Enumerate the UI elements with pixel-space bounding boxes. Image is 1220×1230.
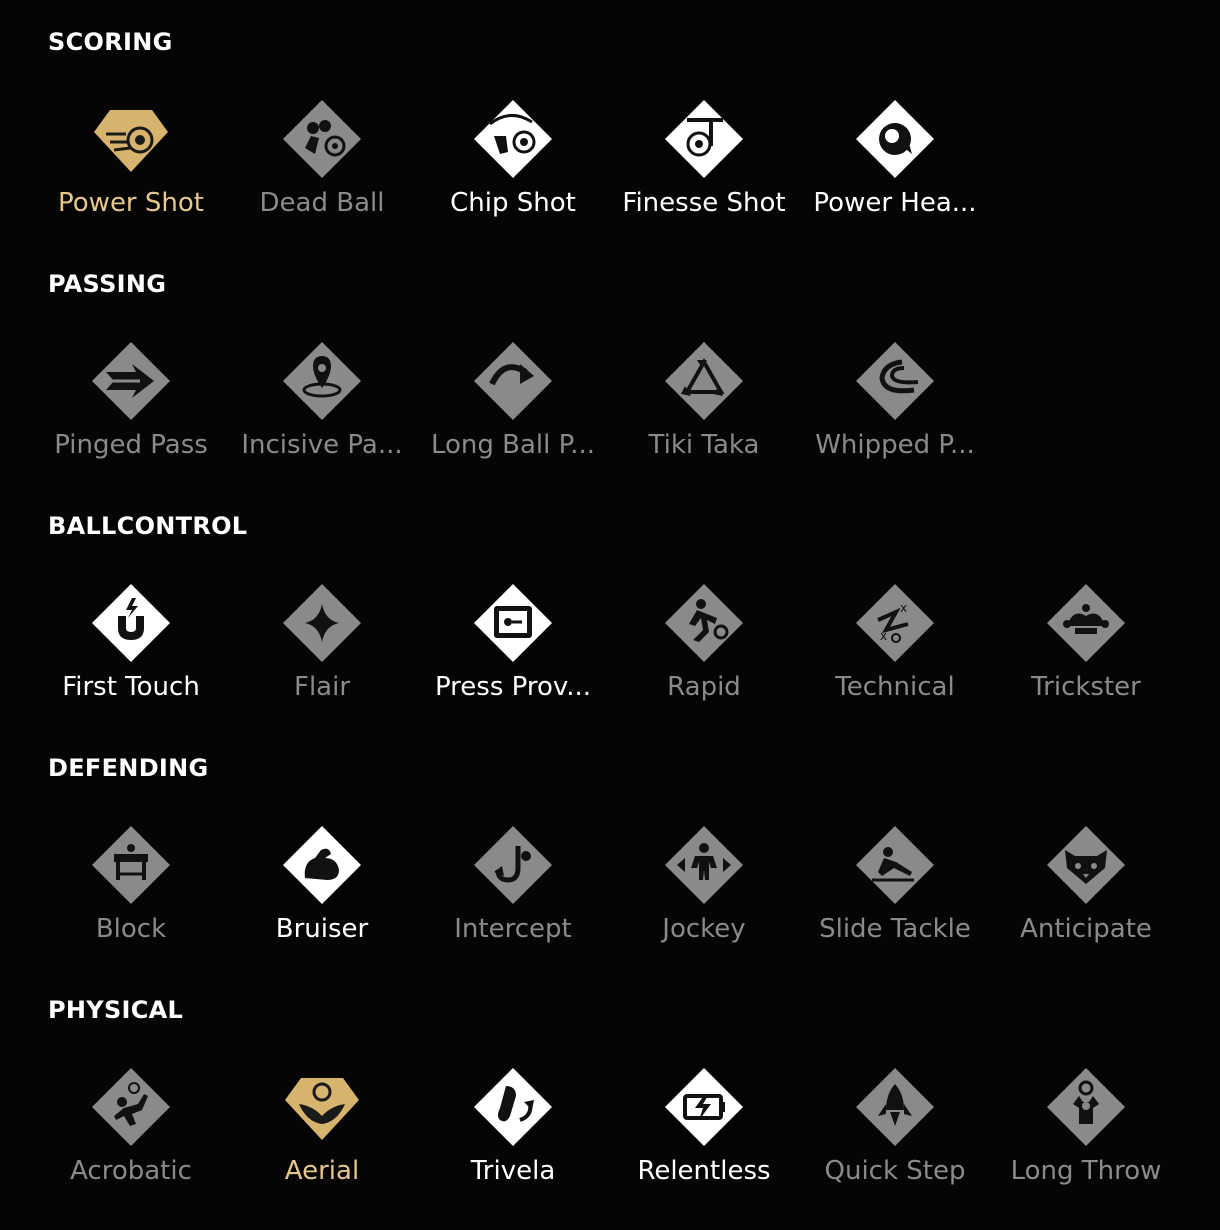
playstyle-whipped-pass[interactable] <box>800 338 990 478</box>
playstyle-label: Dead Ball <box>259 188 385 218</box>
flair-icon <box>279 580 365 666</box>
trickster-icon <box>1043 580 1129 666</box>
playstyle-label: Aerial <box>284 1156 360 1186</box>
svg-text:x: x <box>880 629 888 643</box>
playstyle-dead-ball[interactable] <box>227 96 417 236</box>
incisive-pass-icon <box>279 338 365 424</box>
playstyle-label: Jockey <box>662 914 746 944</box>
playstyle-label: Trickster <box>1031 672 1141 702</box>
playstyle-aerial[interactable] <box>227 1064 417 1204</box>
playstyle-label: Slide Tackle <box>819 914 971 944</box>
playstyle-intercept[interactable] <box>418 822 608 962</box>
acrobatic-icon <box>88 1064 174 1150</box>
playstyle-power-shot[interactable] <box>36 96 226 236</box>
playstyle-anticipate[interactable] <box>991 822 1181 962</box>
playstyle-long-throw[interactable] <box>991 1064 1181 1204</box>
relentless-icon <box>661 1064 747 1150</box>
playstyle-label: Relentless <box>637 1156 771 1186</box>
playstyle-trickster[interactable] <box>991 580 1181 720</box>
slide-tackle-icon <box>852 822 938 908</box>
playstyle-label: Bruiser <box>275 914 369 944</box>
playstyle-slide-tackle[interactable] <box>800 822 990 962</box>
playstyle-label: Flair <box>293 672 351 702</box>
playstyle-relentless[interactable] <box>609 1064 799 1204</box>
finesse-shot-icon <box>661 96 747 182</box>
first-touch-icon <box>88 580 174 666</box>
playstyle-label: Press Prov... <box>434 672 592 702</box>
section-title: DEFENDING <box>48 754 209 782</box>
playstyle-power-header[interactable] <box>800 96 990 236</box>
playstyle-label: Finesse Shot <box>622 188 786 218</box>
intercept-icon <box>470 822 556 908</box>
svg-text:x: x <box>900 601 908 615</box>
chip-shot-icon <box>470 96 556 182</box>
playstyle-label: First Touch <box>62 672 200 702</box>
playstyle-label: Trivela <box>470 1156 556 1186</box>
trivela-icon <box>470 1064 556 1150</box>
quick-step-icon <box>852 1064 938 1150</box>
playstyle-label: Anticipate <box>1020 914 1152 944</box>
playstyle-label: Whipped P... <box>815 430 975 460</box>
long-throw-icon <box>1043 1064 1129 1150</box>
jockey-icon <box>661 822 747 908</box>
playstyle-label: Technical <box>835 672 955 702</box>
playstyle-jockey[interactable] <box>609 822 799 962</box>
playstyle-label: Pinged Pass <box>54 430 208 460</box>
playstyle-pinged-pass[interactable] <box>36 338 226 478</box>
playstyle-block[interactable] <box>36 822 226 962</box>
pinged-pass-icon <box>88 338 174 424</box>
tiki-taka-icon <box>661 338 747 424</box>
power-header-icon <box>852 96 938 182</box>
playstyle-bruiser[interactable] <box>227 822 417 962</box>
playstyle-label: Block <box>95 914 167 944</box>
playstyle-label: Chip Shot <box>450 188 576 218</box>
anticipate-icon <box>1043 822 1129 908</box>
playstyle-technical[interactable] <box>800 580 990 720</box>
playstyle-label: Long Throw <box>1010 1156 1162 1186</box>
dead-ball-icon <box>279 96 365 182</box>
playstyle-label: Incisive Pa... <box>241 430 403 460</box>
playstyle-flair[interactable] <box>227 580 417 720</box>
playstyle-press-proven[interactable] <box>418 580 608 720</box>
playstyle-chip-shot[interactable] <box>418 96 608 236</box>
whipped-pass-icon <box>852 338 938 424</box>
playstyle-label: Power Shot <box>58 188 204 218</box>
playstyle-first-touch[interactable] <box>36 580 226 720</box>
playstyle-trivela[interactable] <box>418 1064 608 1204</box>
playstyle-label: Rapid <box>667 672 741 702</box>
aerial-icon <box>279 1064 365 1150</box>
technical-icon <box>852 580 938 666</box>
section-title: SCORING <box>48 28 173 56</box>
playstyle-label: Tiki Taka <box>648 430 760 460</box>
playstyle-label: Acrobatic <box>70 1156 192 1186</box>
rapid-icon <box>661 580 747 666</box>
section-title: BALLCONTROL <box>48 512 248 540</box>
playstyle-incisive-pass[interactable] <box>227 338 417 478</box>
bruiser-icon <box>279 822 365 908</box>
playstyle-acrobatic[interactable] <box>36 1064 226 1204</box>
playstyle-quick-step[interactable] <box>800 1064 990 1204</box>
playstyle-label: Intercept <box>454 914 572 944</box>
playstyle-tiki-taka[interactable] <box>609 338 799 478</box>
playstyle-long-ball-pass[interactable] <box>418 338 608 478</box>
section-title: PHYSICAL <box>48 996 184 1024</box>
playstyle-label: Long Ball P... <box>430 430 596 460</box>
playstyle-rapid[interactable] <box>609 580 799 720</box>
press-proven-icon <box>470 580 556 666</box>
block-icon <box>88 822 174 908</box>
section-title: PASSING <box>48 270 167 298</box>
playstyle-label: Power Hea... <box>813 188 977 218</box>
long-ball-pass-icon <box>470 338 556 424</box>
playstyle-finesse-shot[interactable] <box>609 96 799 236</box>
power-shot-icon <box>88 96 174 182</box>
playstyle-label: Quick Step <box>824 1156 966 1186</box>
